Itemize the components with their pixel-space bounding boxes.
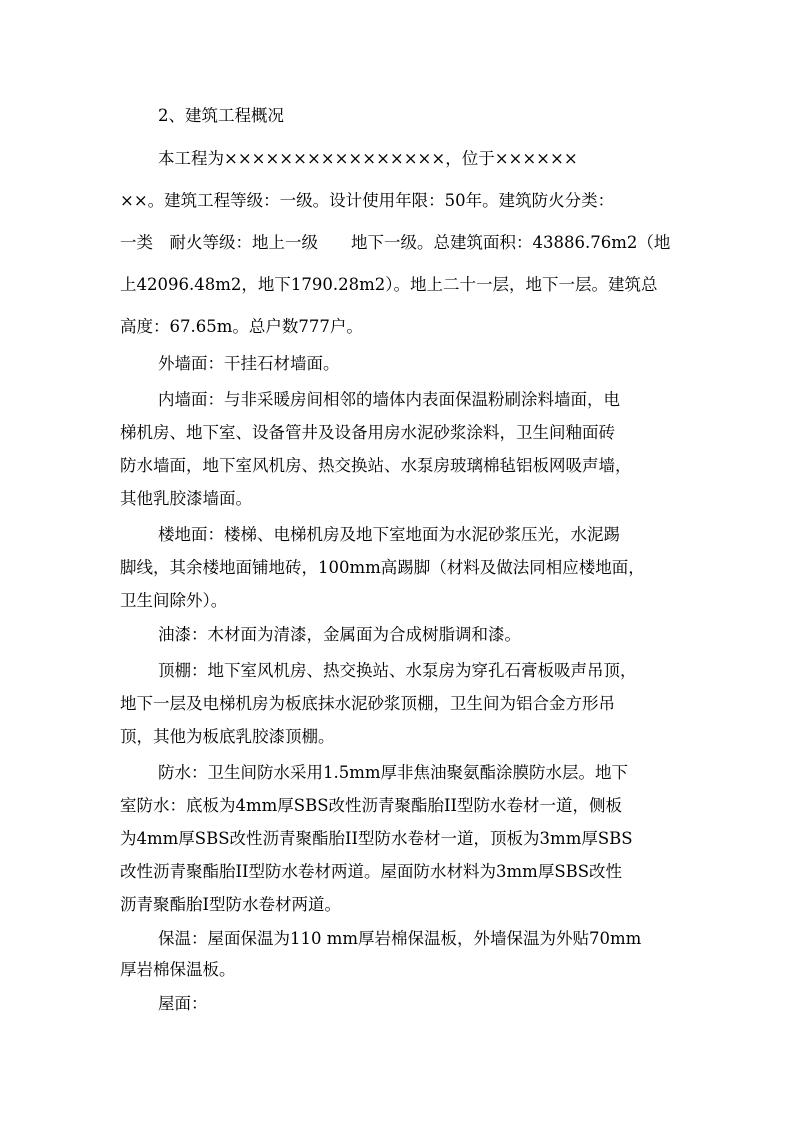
body-line: 厚岩棉保温板。 xyxy=(120,960,236,979)
body-line: 其他乳胶漆墙面。 xyxy=(120,489,252,508)
body-line: 屋面： xyxy=(158,994,208,1013)
body-line: 高度：67.65m。总户数777户。 xyxy=(120,317,363,336)
body-line: 为4mm厚SBS改性沥青聚酯胎II型防水卷材一道，顶板为3mm厚SBS xyxy=(120,829,633,848)
body-line: 油漆：木材面为清漆，金属面为合成树脂调和漆。 xyxy=(158,625,521,644)
body-line: ××。建筑工程等级：一级。设计使用年限：50年。建筑防火分类： xyxy=(120,191,615,210)
body-line: 一类 耐火等级：地上一级 地下一级。总建筑面积：43886.76m2（地 xyxy=(120,233,671,252)
body-line: 本工程为××××××××××××××××，位于×××××× xyxy=(158,149,578,168)
body-line: 内墙面：与非采暖房间相邻的墙体内表面保温粉刷涂料墙面，电 xyxy=(158,390,620,409)
body-line: 防水墙面，地下室风机房、热交换站、水泵房玻璃棉毡铝板网吸声墙， xyxy=(120,456,632,475)
body-line: 楼地面：楼梯、电梯机房及地下室地面为水泥砂浆压光，水泥踢 xyxy=(158,525,620,544)
section-heading: 2、建筑工程概况 xyxy=(158,106,284,125)
body-line: 保温：屋面保温为110 mm厚岩棉保温板，外墙保温为外贴70mm xyxy=(158,929,642,948)
body-line: 上42096.48m2，地下1790.28m2）。地上二十一层，地下一层。建筑总 xyxy=(120,275,658,294)
body-line: 顶棚：地下室风机房、热交换站、水泵房为穿孔石膏板吸声吊顶， xyxy=(158,661,637,680)
body-line: 脚线，其余楼地面铺地砖，100mm高踢脚（材料及做法同相应楼地面， xyxy=(120,558,645,577)
body-line: 防水：卫生间防水采用1.5mm厚非焦油聚氨酯涂膜防水层。地下 xyxy=(158,763,629,782)
body-line: 外墙面：干挂石材墙面。 xyxy=(158,354,340,373)
body-line: 沥青聚酯胎Ⅰ型防水卷材两道。 xyxy=(120,895,342,914)
body-line: 梯机房、地下室、设备管井及设备用房水泥砂浆涂料，卫生间釉面砖 xyxy=(120,423,615,442)
body-line: 卫生间除外）。 xyxy=(120,591,228,610)
body-line: 室防水：底板为4mm厚SBS改性沥青聚酯胎II型防水卷材一道，侧板 xyxy=(120,796,623,815)
body-line: 顶，其他为板底乳胶漆顶棚。 xyxy=(120,727,335,746)
body-line: 地下一层及电梯机房为板底抹水泥砂浆顶棚，卫生间为铝合金方形吊 xyxy=(120,694,615,713)
body-line: 改性沥青聚酯胎II型防水卷材两道。屋面防水材料为3mm厚SBS改性 xyxy=(120,862,623,881)
